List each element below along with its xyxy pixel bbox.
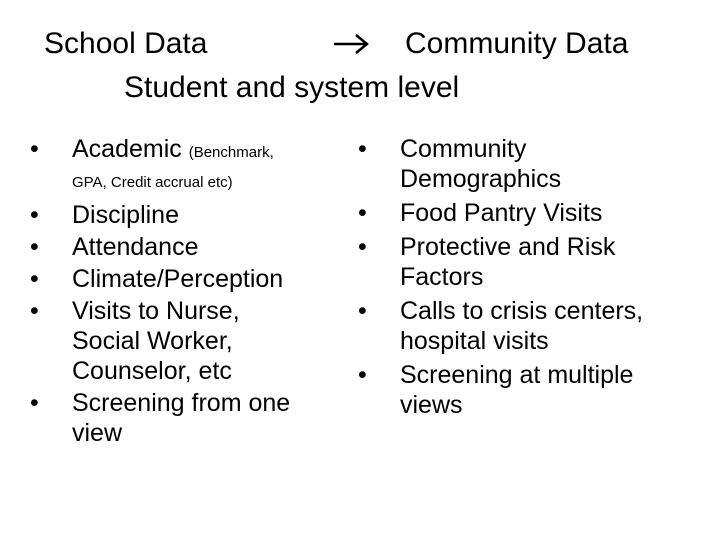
list-item — [358, 232, 660, 292]
community-data-list — [358, 134, 688, 428]
list-item-text: Climate/Perception — [72, 265, 284, 293]
bullet-icon: • — [358, 297, 367, 325]
list-item-text: Screening at multiple views — [400, 361, 634, 419]
list-item — [30, 232, 345, 262]
list-item — [358, 360, 700, 420]
title-community-data: Community Data — [405, 27, 629, 60]
list-item — [30, 200, 345, 230]
subtitle: Student and system level — [124, 71, 460, 104]
bullet-icon: • — [358, 199, 367, 227]
list-item — [358, 296, 700, 356]
list-item-academic — [30, 134, 345, 194]
list-item-text: Calls to crisis centers, hospital visits — [400, 297, 644, 355]
title-school-data: School Data — [44, 27, 208, 60]
bullet-icon: • — [30, 233, 39, 261]
academic-detail: (Benchmark, — [188, 144, 274, 161]
list-item-text: Screening from one view — [72, 389, 291, 447]
list-item-text: Protective and Risk Factors — [400, 233, 616, 291]
list-item-text: Community Demographics — [400, 135, 562, 193]
bullet-icon: • — [30, 297, 39, 325]
bullet-icon: • — [30, 135, 39, 163]
list-item — [358, 134, 590, 194]
list-item — [358, 198, 688, 228]
academic-detail-cont: GPA, Credit accrual etc) — [72, 174, 233, 191]
bullet-icon: • — [358, 361, 367, 389]
bullet-icon: • — [30, 389, 39, 417]
list-item-text: Discipline — [72, 201, 179, 229]
school-data-list — [30, 134, 345, 456]
list-item — [30, 388, 332, 448]
bullet-icon: • — [358, 135, 367, 163]
list-item-text: Visits to Nurse, Social Worker, Counselor, etc — [72, 297, 240, 385]
bullet-icon: • — [30, 201, 39, 229]
list-item-text: Attendance — [72, 233, 199, 261]
right-arrow-icon — [332, 32, 372, 56]
bullet-icon: • — [358, 233, 367, 261]
academic-label: Academic — [72, 135, 182, 163]
list-item — [30, 296, 302, 386]
bullet-icon: • — [30, 265, 39, 293]
list-item-text: Food Pantry Visits — [400, 199, 603, 227]
list-item — [30, 264, 345, 294]
